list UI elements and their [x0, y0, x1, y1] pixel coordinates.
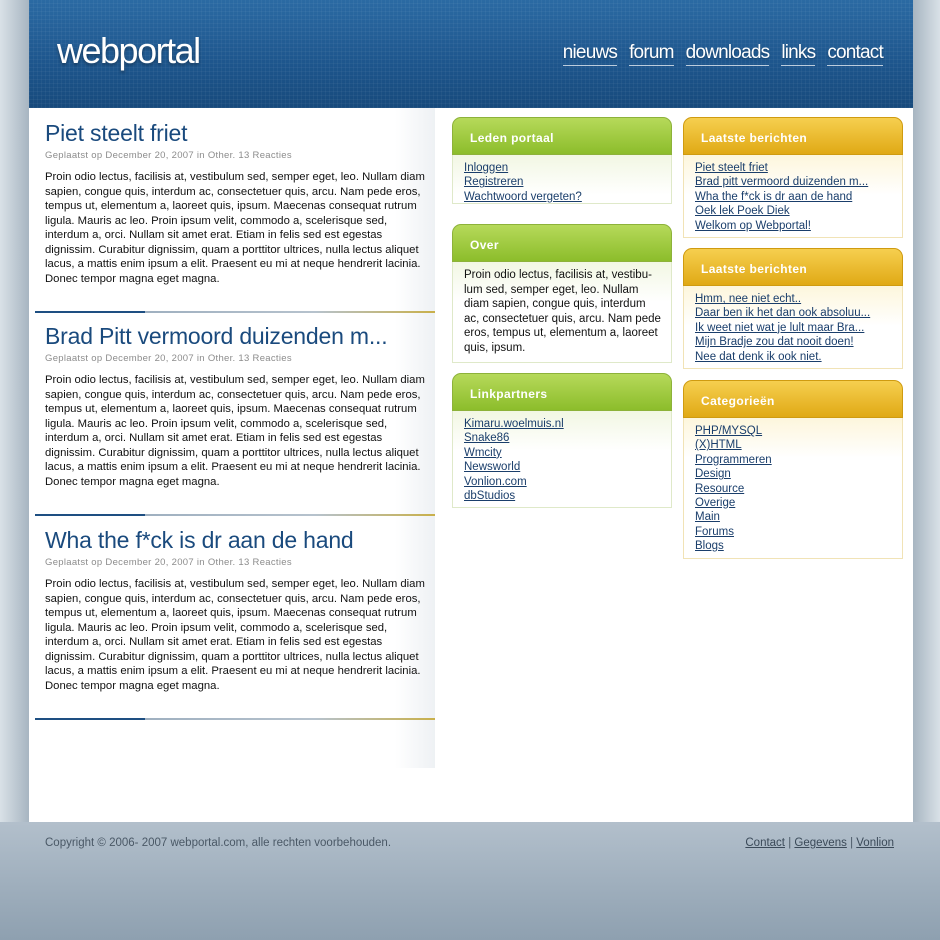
content-area — [29, 108, 913, 822]
link-registreren[interactable]: Registreren — [464, 176, 524, 189]
recent-comment-link[interactable]: Ik weet niet wat je lult maar Bra... — [695, 321, 865, 334]
partner-link[interactable]: Snake86 — [464, 432, 510, 445]
box-header — [452, 224, 672, 262]
post-body: Proin odio lectus, facilisis at, vestibulum sed, semper eget, leo. Nullam diam sapien, congue quis, interdum ac, consectetuer quis, arcu. Nam pede eros, tempus ut, elementum a, laoreet quis, ipsum. Maecenas consequat rutrum ligula. Mauris ac leo. Proin ipsum velit, commodo a, scelerisque sed, interdum a, orci. Nullam sit amet erat. Etiam in felis sed est egestas dignissim. Curabitur dignissim, quam a porttitor ultrices, nulla lectus aliquet lacus, a mattis enim ipsum a elit. Praesent eu mi at neque hendrerit lacinia. Donec tempor magna eget magna. — [45, 374, 425, 488]
header — [29, 0, 913, 108]
nav-contact[interactable]: contact — [827, 42, 883, 66]
box-body — [452, 155, 672, 204]
post — [35, 120, 435, 314]
nav-links[interactable]: links — [781, 42, 815, 66]
link-wachtwoord[interactable]: Wachtwoord vergeten? — [464, 190, 582, 203]
box-title: Categorieën — [701, 394, 775, 408]
recent-post-link[interactable]: Oek lek Poek Diek — [695, 205, 790, 218]
laatste-reacties-box — [683, 248, 903, 368]
box-title: Over — [470, 238, 499, 252]
post-title[interactable]: Piet steelt friet — [45, 120, 188, 146]
category-link[interactable]: Blogs — [695, 540, 724, 553]
laatste-berichten-box — [683, 117, 903, 237]
posts-column — [35, 108, 435, 768]
box-title: Laatste berichten — [701, 131, 808, 145]
recent-post-link[interactable]: Wha the f*ck is dr aan de hand — [695, 190, 853, 203]
footer-link-vonlion[interactable]: Vonlion — [856, 837, 894, 849]
partner-link[interactable]: Newsworld — [464, 461, 521, 474]
categorieen-box — [683, 380, 903, 560]
post-divider — [35, 514, 435, 516]
post-meta: Geplaatst op December 20, 2007 in Other. 13 Reacties — [45, 557, 292, 568]
linkpartners-box — [452, 373, 672, 513]
footer-separator: | — [850, 837, 854, 849]
over-box — [452, 224, 672, 364]
box-body — [683, 286, 903, 369]
partner-link[interactable]: dbStudios — [464, 490, 516, 503]
over-text: Proin odio lectus, facilisis at, vestibu- lum sed, semper eget, leo. Nullam diam sapien, congue quis, interdum ac, consectetuer quis, arcu. Nam pede eros, tempus ut, elementum a, laoreet quis, ipsum. — [464, 269, 661, 354]
recent-post-link[interactable]: Piet steelt friet — [695, 162, 768, 174]
category-link[interactable]: Forums — [695, 525, 734, 538]
category-link[interactable]: Resource — [695, 482, 745, 495]
category-link[interactable]: Programmeren — [695, 453, 772, 466]
recent-comment-link[interactable]: Nee dat denk ik ook niet. — [695, 350, 822, 363]
box-title: Leden portaal — [470, 131, 554, 145]
box-header — [683, 117, 903, 155]
right-shade — [913, 0, 940, 822]
category-link[interactable]: Design — [695, 468, 731, 481]
post-meta: Geplaatst op December 20, 2007 in Other. 13 Reacties — [45, 150, 292, 161]
recent-post-link[interactable]: Brad pitt vermoord duizenden m... — [695, 176, 869, 189]
footer-copyright: Copyright © 2006- 2007 webportal.com, alle rechten voorbehouden. — [45, 837, 392, 849]
footer-link-contact[interactable]: Contact — [745, 837, 786, 849]
footer-link-gegevens[interactable]: Gegevens — [794, 837, 847, 849]
box-body — [452, 262, 672, 363]
box-title: Laatste berichten — [701, 262, 808, 276]
category-link[interactable]: Main — [695, 511, 720, 524]
category-link[interactable]: Overige — [695, 497, 736, 510]
post-body: Proin odio lectus, facilisis at, vestibulum sed, semper eget, leo. Nullam diam sapien, congue quis, interdum ac, consectetuer quis, arcu. Nam pede eros, tempus ut, elementum a, laoreet quis, ipsum. Maecenas consequat rutrum ligula. Mauris ac leo. Proin ipsum velit, commodo a, scelerisque sed, interdum a, orci. Nullam sit amet erat. Etiam in felis sed est egestas dignissim. Curabitur dignissim, quam a porttitor ultrices, nulla lectus aliquet lacus, a mattis enim ipsum a elit. Praesent eu mi at neque hendrerit lacinia. Donec tempor magna eget magna. — [45, 578, 425, 692]
post-meta: Geplaatst op December 20, 2007 in Other. 13 Reacties — [45, 353, 292, 364]
recent-comment-link[interactable]: Daar ben ik het dan ook absoluu... — [695, 307, 871, 320]
site-logo[interactable]: webportal — [57, 30, 200, 71]
footer-links — [745, 837, 894, 849]
box-header — [452, 117, 672, 155]
box-header — [683, 380, 903, 418]
post-title[interactable]: Brad Pitt vermoord duizenden m... — [45, 323, 388, 349]
box-body — [452, 411, 672, 508]
left-shade — [0, 0, 29, 822]
category-link[interactable]: (X)HTML — [695, 439, 742, 452]
post-divider — [35, 311, 435, 313]
box-title: Linkpartners — [470, 387, 548, 401]
footer-separator: | — [788, 837, 792, 849]
partner-link[interactable]: Vonlion.com — [464, 475, 527, 488]
box-body — [683, 418, 903, 559]
recent-comment-link[interactable]: Hmm, nee niet echt.. — [695, 293, 802, 305]
category-link[interactable]: PHP/MYSQL — [695, 425, 763, 437]
nav-forum[interactable]: forum — [629, 42, 674, 66]
post — [35, 323, 435, 517]
leden-portaal-box — [452, 117, 672, 207]
nav-downloads[interactable]: downloads — [686, 42, 770, 66]
post-divider — [35, 718, 435, 720]
post-body: Proin odio lectus, facilisis at, vestibulum sed, semper eget, leo. Nullam diam sapien, congue quis, interdum ac, consectetuer quis, arcu. Nam pede eros, tempus ut, elementum a, laoreet quis, ipsum. Maecenas consequat rutrum ligula. Mauris ac leo. Proin ipsum velit, commodo a, scelerisque sed, interdum a, orci. Nullam sit amet erat. Etiam in felis sed est egestas dignissim. Curabitur dignissim, quam a porttitor ultrices, nulla lectus aliquet lacus, a mattis enim ipsum a elit. Praesent eu mi at neque hendrerit lacinia. Donec tempor magna eget magna. — [45, 171, 425, 285]
box-body — [683, 155, 903, 238]
recent-comment-link[interactable]: Mijn Bradje zou dat nooit doen! — [695, 336, 854, 349]
recent-post-link[interactable]: Welkom op Webportal! — [695, 219, 811, 232]
link-inloggen[interactable]: Inloggen — [464, 162, 509, 174]
box-header — [452, 373, 672, 411]
nav-nieuws[interactable]: nieuws — [563, 42, 617, 66]
post-title[interactable]: Wha the f*ck is dr aan de hand — [45, 527, 354, 553]
main-nav — [563, 42, 883, 66]
post — [35, 527, 435, 721]
box-header — [683, 248, 903, 286]
partner-link[interactable]: Kimaru.woelmuis.nl — [464, 418, 564, 430]
partner-link[interactable]: Wmcity — [464, 446, 502, 459]
